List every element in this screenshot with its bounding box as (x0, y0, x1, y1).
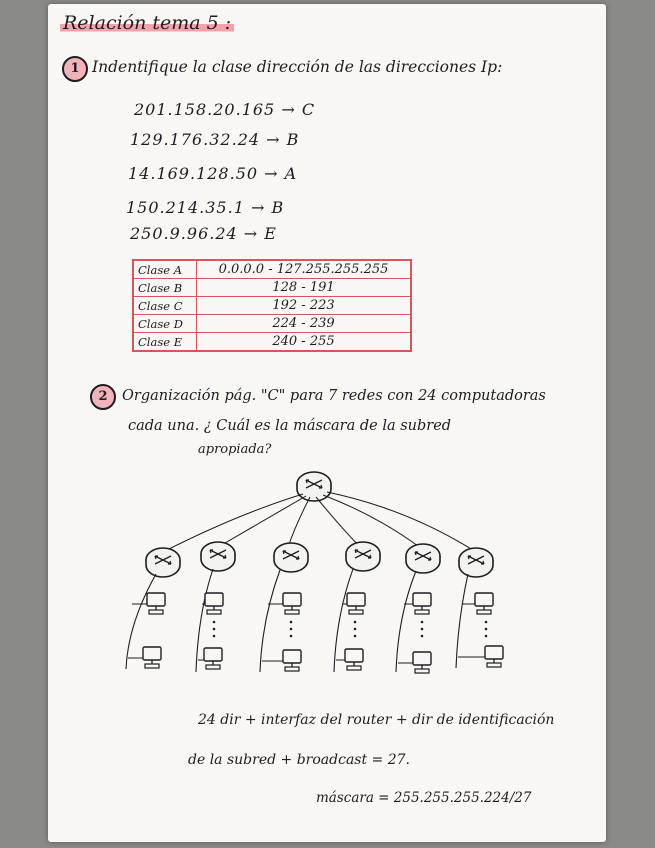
subnet-router-icon (146, 548, 180, 577)
question-2-line-3: apropiada? (198, 442, 272, 457)
subnet-router-icon (346, 542, 380, 571)
ip-address-item: 150.214.35.1 → B (126, 198, 285, 217)
question-1-text: Indentifique la clase dirección de las direcciones Ip: (92, 58, 503, 76)
computer-icon (413, 593, 431, 614)
computer-icon (143, 647, 161, 668)
computer-icon (347, 593, 365, 614)
computer-icon (283, 593, 301, 614)
subnet-router-icon (201, 542, 235, 571)
ip-address-item: 129.176.32.24 → B (130, 130, 300, 149)
table-row: Clase B 128 - 191 (133, 279, 411, 297)
answer-line-1: 24 dir + interfaz del router + dir de identificación (198, 712, 555, 728)
question-2-line-1: Organización pág. "C" para 7 redes con 24 computadoras (122, 388, 546, 404)
question-1-number: 1 (62, 56, 88, 82)
question-2-line-2: cada una. ¿ Cuál es la máscara de la subred (128, 418, 452, 434)
subnet-router-icon (274, 543, 308, 572)
computer-icon (204, 648, 222, 669)
table-row: Clase E 240 - 255 (133, 333, 411, 352)
table-row: Clase C 192 - 223 (133, 297, 411, 315)
computer-icon (475, 593, 493, 614)
subnet-mask-answer: máscara = 255.255.255.224/27 (316, 790, 532, 806)
computer-icon (283, 650, 301, 671)
subnet-router-icon (459, 548, 493, 577)
computer-icon (147, 593, 165, 614)
computer-icon (413, 652, 431, 673)
subnet-router-icon (406, 544, 440, 573)
answer-line-2: de la subred + broadcast = 27. (188, 752, 410, 768)
ellipsis-dots (213, 621, 488, 638)
question-2-number: 2 (90, 384, 116, 410)
ip-address-item: 201.158.20.165 → C (134, 100, 316, 119)
computer-icon (205, 593, 223, 614)
ip-address-item: 14.169.128.50 → A (128, 164, 298, 183)
ip-address-item: 250.9.96.24 → E (130, 224, 277, 243)
computer-icon (485, 646, 503, 667)
notebook-page (48, 4, 606, 842)
table-row: Clase D 224 - 239 (133, 315, 411, 333)
page-title: Relación tema 5 : (60, 12, 234, 34)
computer-icon (345, 649, 363, 670)
table-row: Clase A 0.0.0.0 - 127.255.255.255 (133, 260, 411, 279)
